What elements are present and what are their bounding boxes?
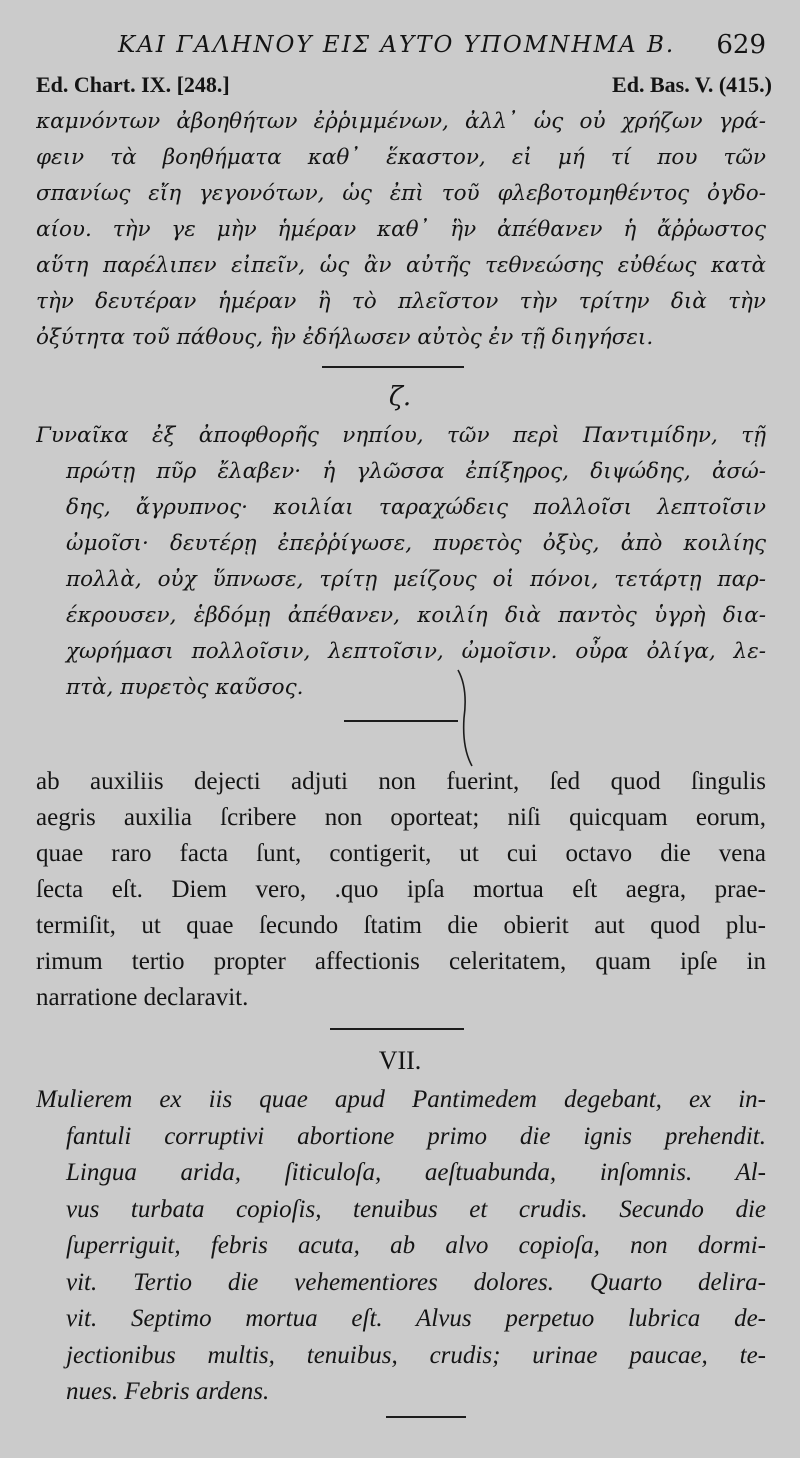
running-head	[0, 30, 800, 66]
greek-commentary	[36, 104, 766, 356]
greek-commentary-line: φειν τὰ βοηθήματα καθ᾽ ἕκαστον, εἰ μή τί που τῶν	[36, 145, 766, 170]
section-divider	[330, 1028, 464, 1030]
latin-commentary-line: narratione declaravit.	[36, 984, 249, 1011]
latin-case-line: vus turbata copioſis, tenuibus et crudis. Secundo die	[66, 1195, 766, 1223]
greek-case-line: έκρουσεν, ἑβδόμῃ ἀπέθανεν, κοιλίη διὰ παντὸς ὑγρὴ δια-	[66, 603, 766, 628]
greek-case-line: Γυναῖκα ἐξ ἀποφθορῆς νηπίου, τῶν περὶ Παντιμίδην, τῇ	[36, 423, 766, 448]
page-number: 629	[716, 30, 766, 60]
latin-commentary-line: aegris auxilia ſcribere non oporteat; niſi quicquam eorum,	[36, 804, 766, 831]
latin-case-line: ſuperriguit, febris acuta, ab alvo copioſa, non dormi-	[66, 1232, 766, 1259]
latin-case-text	[36, 1082, 766, 1411]
edition-line	[36, 72, 772, 102]
greek-case-text	[36, 418, 766, 706]
section-divider	[322, 366, 464, 368]
greek-commentary-line: σπανίως εἴη γεγονότων, ὡς ἐπὶ τοῦ φλεβοτομηθέντος ὀγδο-	[36, 181, 766, 206]
greek-case-line: πολλὰ, οὐχ ὕπνωσε, τρίτῃ μείζους οἱ πόνοι, τετάρτῃ παρ-	[66, 567, 766, 592]
greek-case-line: ὠμοῖσι· δευτέρῃ ἐπεῤῥίγωσε, πυρετὸς ὀξὺς, ἀπὸ κοιλίης	[66, 531, 766, 556]
edition-reference-basel: Ed. Bas. V. (415.)	[612, 72, 772, 97]
greek-case-line: δης, ἄγρυπνος· κοιλίαι ταραχώδεις πολλοῖσι λεπτοῖσιν	[66, 495, 766, 520]
running-title: ΚΑΙ ΓΑΛΗΝΟΥ ΕΙΣ ΑΥΤΟ ΥΠΟΜΝΗΜΑ Β.	[118, 32, 676, 58]
section-divider	[386, 1416, 466, 1418]
edition-reference-chartier: Ed. Chart. IX. [248.]	[36, 72, 230, 97]
latin-commentary-line: termiſit, ut quae ſecundo ſtatim die obierit aut quod plu-	[36, 912, 766, 939]
latin-commentary-line: rimum tertio propter affectionis celeritatem, quam ipſe in	[36, 948, 766, 975]
latin-case-line: Lingua arida, ſiticuloſa, aeſtuabunda, inſomnis. Al-	[66, 1159, 766, 1186]
greek-commentary-line: τὴν δευτέραν ἡμέραν ἢ τὸ πλεῖστον τὴν τρίτην διὰ τὴν	[36, 289, 766, 314]
latin-case-line: vit. Tertio die vehementiores dolores. Quarto delira-	[66, 1268, 766, 1296]
greek-commentary-line: καμνόντων ἀβοηθήτων ἐῤῥιμμένων, ἀλλ᾽ ὡς οὐ χρήζων γρά-	[36, 109, 766, 134]
greek-commentary-line: αίου. τὴν γε μὴν ἡμέραν καθ᾽ ἣν ἀπέθανεν ἡ ἄῤῥωστος	[36, 217, 766, 242]
latin-case-line: Mulierem ex iis quae apud Pantimedem degebant, ex in-	[36, 1086, 766, 1113]
greek-case-line: πτὰ, πυρετὸς καῦσος.	[66, 675, 304, 700]
latin-section-number: VII.	[378, 1046, 422, 1075]
latin-case-line: vit. Septimo mortua eſt. Alvus perpetuo lubrica de-	[66, 1305, 766, 1332]
greek-case-line: πρώτῃ πῦρ ἔλαβεν· ἡ γλῶσσα ἐπίξηρος, διψώδης, ἀσώ-	[66, 459, 766, 484]
greek-commentary-line: ὀξύτητα τοῦ πάθους, ἣν ἐδήλωσεν αὐτὸς ἐν τῇ διηγήσει.	[36, 325, 654, 350]
bracket-mark	[452, 668, 482, 768]
latin-case-line: nues. Febris ardens.	[66, 1378, 270, 1405]
latin-commentary-line: quae raro facta ſunt, contigerit, ut cui octavo die vena	[36, 840, 766, 867]
latin-commentary	[36, 764, 766, 1016]
greek-case-line: χωρήμασι πολλοῖσιν, λεπτοῖσιν, ὠμοῖσιν. οὖρα ὀλίγα, λε-	[66, 639, 766, 664]
greek-commentary-line: αὕτη παρέλιπεν εἰπεῖν, ὡς ἂν αὐτῆς τεθνεώσης εὐθέως κατὰ	[36, 253, 766, 278]
latin-case-line: jectionibus multis, tenuibus, crudis; urinae paucae, te-	[66, 1341, 766, 1369]
latin-case-line: fantuli corruptivi abortione primo die ignis prehendit.	[66, 1122, 766, 1150]
latin-commentary-line: ſecta eſt. Diem vero, .quo ipſa mortua eſt aegra, prae-	[36, 876, 766, 903]
section-divider	[344, 720, 458, 722]
latin-commentary-line: ab auxiliis dejecti adjuti non fuerint, ſed quod ſingulis	[36, 768, 766, 795]
greek-section-number: ζ.	[388, 382, 412, 412]
